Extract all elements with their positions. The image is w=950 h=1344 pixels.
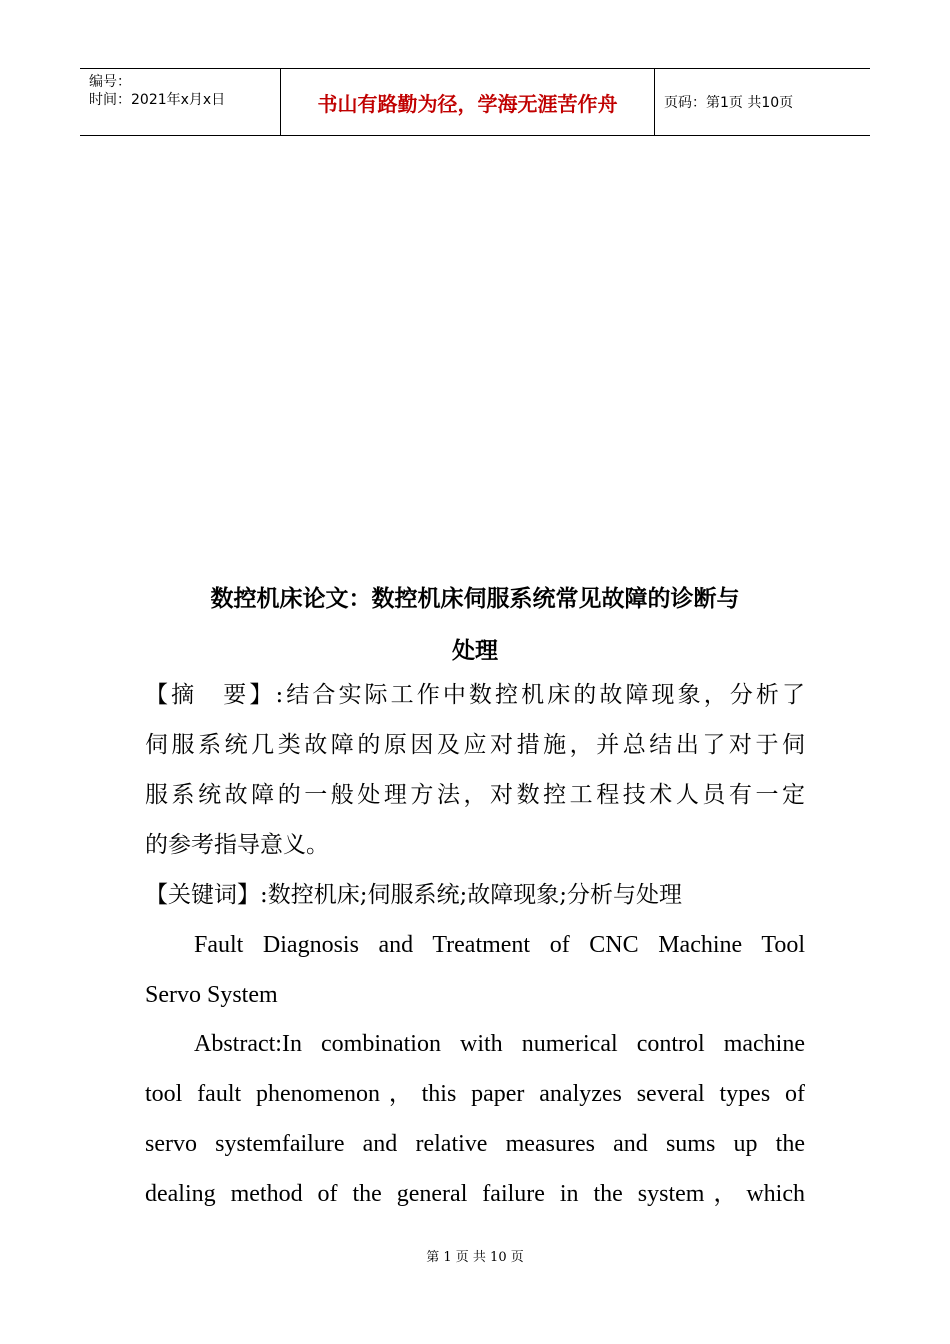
header-meta (80, 69, 281, 135)
abstract-en (145, 1019, 805, 1219)
english-title (145, 920, 805, 1020)
abstract-en-line: tool fault phenomenon，this paper analyzes several types of (145, 1081, 805, 1107)
abstract-cn-line: 的参考指导意义。 (145, 832, 329, 858)
abstract-cn (145, 670, 805, 870)
document-number-label: 编号： (89, 74, 131, 90)
abstract-en-line: servo systemfailure and relative measures and sums up the (145, 1131, 805, 1157)
document-date-label: 时间：2021年x月x日 (89, 92, 226, 108)
abstract-cn-line: 【摘 要】:结合实际工作中数控机床的故障现象，分析了 (145, 682, 805, 708)
abstract-cn-line: 服系统故障的一般处理方法，对数控工程技术人员有一定 (145, 782, 805, 808)
header-motto: 书山有路勤为径，学海无涯苦作舟 (281, 69, 655, 135)
paper-title-line-1: 数控机床论文：数控机床伺服系统常见故障的诊断与 (210, 586, 740, 612)
abstract-cn-line: 伺服系统几类故障的原因及应对措施，并总结出了对于伺 (145, 732, 805, 758)
paper-title-line-2: 处理 (452, 638, 498, 664)
keywords-cn-text: 【关键词】:数控机床;伺服系统;故障现象;分析与处理 (145, 882, 682, 908)
header-page-info: 页码：第1页 共10页 (664, 95, 794, 111)
page-footer: 第 1 页 共 10 页 (426, 1250, 524, 1265)
abstract-en-line: Abstract:In combination with numerical control machine (194, 1031, 805, 1057)
document-header (80, 68, 870, 136)
keywords-cn (145, 870, 805, 920)
english-title-line-2: Servo System (145, 982, 278, 1008)
abstract-en-line: dealing method of the general failure in the system，which (145, 1181, 805, 1207)
english-title-line-1: Fault Diagnosis and Treatment of CNC Machine Tool (194, 932, 805, 958)
